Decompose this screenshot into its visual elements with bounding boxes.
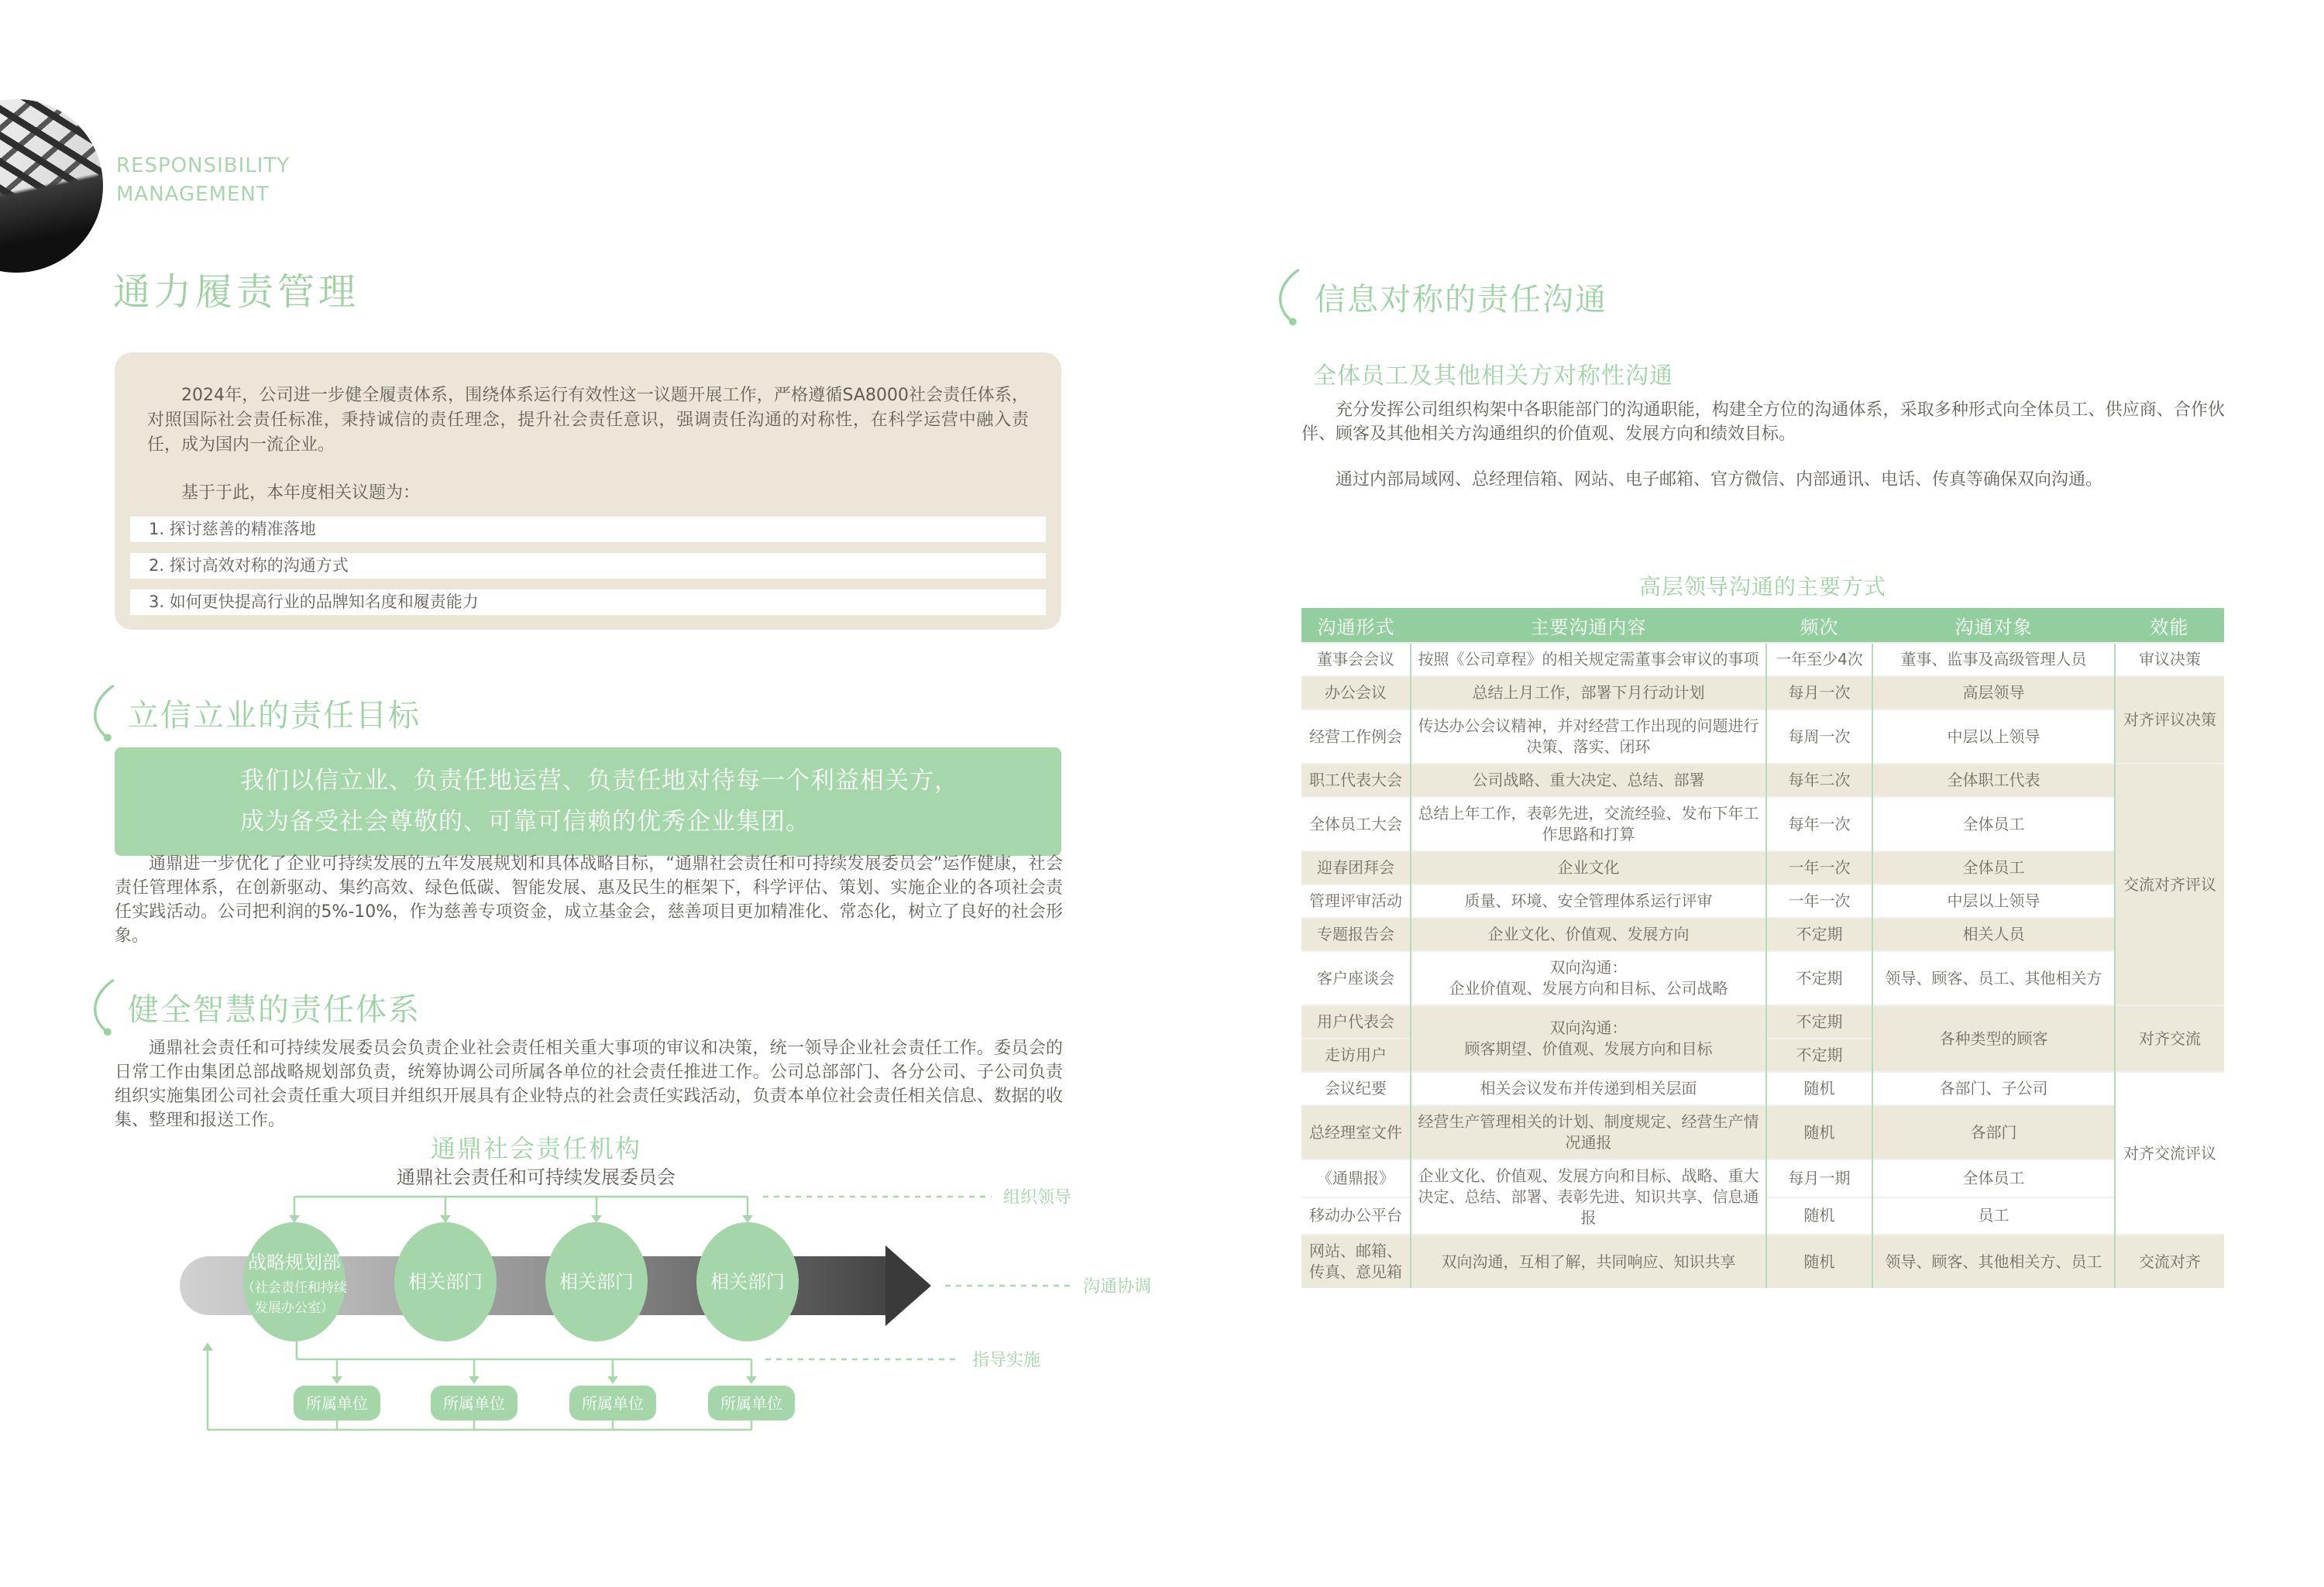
cell-form: 客户座谈会 (1301, 951, 1411, 1005)
unit-box-label: 所属单位 (306, 1394, 368, 1413)
eyebrow (116, 152, 290, 209)
intro-lead-in: 基于于此，本年度相关议题为： (181, 483, 421, 503)
cell-target: 相关人员 (1872, 918, 2115, 951)
cell-content-line1: 双向沟通： (1549, 1018, 1628, 1037)
cell-form: 移动办公平台 (1301, 1197, 1411, 1235)
mission-banner (115, 747, 1061, 856)
org-guidance-lines (297, 1341, 961, 1376)
column-header: 效能 (2115, 608, 2224, 643)
cell-form: 管理评审活动 (1301, 885, 1411, 918)
cell-freq: 一年一次 (1766, 885, 1872, 918)
table-row (1301, 851, 2224, 885)
section-bracket-icon (1272, 267, 1303, 332)
cell-target: 全体员工 (1872, 1159, 2115, 1197)
cell-form: 办公会议 (1301, 676, 1411, 709)
node-related-label: 相关部门 (710, 1271, 785, 1293)
cell-content: 企业文化 (1411, 851, 1766, 885)
comm-table-title: 高层领导沟通的主要方式 (1638, 574, 1886, 599)
cell-freq: 不定期 (1766, 918, 1872, 951)
cell-form: 专题报告会 (1301, 918, 1411, 951)
mission-banner-line1: 我们以信立业、负责任地运营、负责任地对待每一个利益相关方， (240, 767, 959, 795)
cell-freq: 一年至少4次 (1766, 643, 1872, 676)
unit-box-label: 所属单位 (720, 1394, 782, 1413)
unit-box-label: 所属单位 (443, 1394, 505, 1413)
cell-effect: 对齐交流评议 (2115, 1072, 2224, 1235)
column-header: 频次 (1766, 608, 1872, 643)
down-arrow-icon (332, 1376, 757, 1384)
eyebrow-line1: RESPONSIBILITY (116, 154, 290, 177)
cell-target: 中层以上领导 (1872, 709, 2115, 764)
table-header-row (1301, 608, 2224, 643)
cell-content: 传达办公会议精神，并对经营工作出现的问题进行决策、落实、闭环 (1411, 709, 1766, 764)
intro-box (115, 352, 1061, 630)
cell-content: 质量、环境、安全管理体系运行评审 (1411, 885, 1766, 918)
cell-freq: 每年二次 (1766, 764, 1872, 797)
cell-content: 企业文化、价值观、发展方向 (1411, 918, 1766, 951)
system-paragraph: 通鼎社会责任和可持续发展委员会负责企业社会责任相关重大事项的审议和决策，统一领导企业社会责任工作。委员会的日常工作由集团总部战略规划部负责，统筹协调公司所属各单位的社会责任推进工作。公司总部部门、各分公司、子公司负责组织实施集团公司社会责任重大项目并组织开展具有企业特点的社会责任实践活动，负责本单位社会责任相关信息、数据的收集、整理和报送工作。 (115, 1039, 1063, 1130)
cell-freq: 不定期 (1766, 1039, 1872, 1072)
cell-effect: 审议决策 (2115, 643, 2224, 676)
column-header: 沟通形式 (1301, 608, 1411, 643)
page-title: 通力履责管理 (113, 270, 360, 314)
cell-freq: 不定期 (1766, 1005, 1872, 1039)
cell-target: 中层以上领导 (1872, 885, 2115, 918)
section-heading-system: 健全智慧的责任体系 (128, 992, 421, 1028)
cell-form: 会议纪要 (1301, 1072, 1411, 1105)
table-row (1301, 1159, 2224, 1197)
steel-structure-photo (0, 99, 103, 273)
cell-content: 总结上月工作，部署下月行动计划 (1411, 676, 1766, 709)
org-label-bottom: 指导实施 (972, 1351, 1041, 1370)
cell-target: 全体员工 (1872, 851, 2115, 885)
table-row (1301, 797, 2224, 851)
unit-boxes (294, 1386, 795, 1420)
comm-paragraph-2: 通过内部局域网、总经理信箱、网站、电子邮箱、官方微信、内部通讯、电话、传真等确保双向沟通。 (1336, 470, 2103, 489)
table-row (1301, 709, 2224, 764)
org-chart-subtitle: 通鼎社会责任和可持续发展委员会 (397, 1166, 676, 1188)
org-label-top: 组织领导 (1003, 1188, 1072, 1207)
org-chart-title: 通鼎社会责任机构 (430, 1134, 641, 1163)
cell-target: 全体员工 (1872, 797, 2115, 851)
node-strategy-sub2: 发展办公室） (255, 1300, 334, 1316)
cell-target: 全体职工代表 (1872, 764, 2115, 797)
cell-form: 经营工作例会 (1301, 709, 1411, 764)
section-bracket-icon (87, 977, 118, 1043)
org-leadership-bracket (294, 1197, 992, 1215)
cell-content (1411, 1005, 1766, 1072)
table-row (1301, 918, 2224, 951)
cell-effect: 交流对齐评议 (2115, 764, 2224, 1005)
cell-freq: 随机 (1766, 1105, 1872, 1159)
column-header: 主要沟通内容 (1411, 608, 1766, 643)
section-bracket-icon (87, 683, 118, 748)
cell-effect: 交流对齐 (2115, 1235, 2224, 1288)
table-row (1301, 764, 2224, 797)
cell-target: 各部门 (1872, 1105, 2115, 1159)
cell-effect: 对齐交流 (2115, 1005, 2224, 1072)
table-row (1301, 676, 2224, 709)
cell-content: 按照《公司章程》的相关规定需董事会审议的事项 (1411, 643, 1766, 676)
cell-freq: 随机 (1766, 1235, 1872, 1288)
cell-form: 《通鼎报》 (1301, 1159, 1411, 1197)
cell-target: 各部门、子公司 (1872, 1072, 2115, 1105)
cell-content: 双向沟通，互相了解，共同响应、知识共享 (1411, 1235, 1766, 1288)
cell-freq: 一年一次 (1766, 851, 1872, 885)
cell-form: 职工代表大会 (1301, 764, 1411, 797)
org-label-mid: 沟通协调 (1083, 1277, 1152, 1297)
cell-target: 各种类型的顾客 (1872, 1005, 2115, 1072)
cell-form: 董事会会议 (1301, 643, 1411, 676)
cell-freq: 每年一次 (1766, 797, 1872, 851)
table-row (1301, 1005, 2224, 1039)
cell-form: 网站、邮箱、传真、意见箱 (1301, 1235, 1411, 1288)
cell-freq: 每月一次 (1766, 676, 1872, 709)
org-chart (108, 1183, 1208, 1443)
table-row (1301, 885, 2224, 918)
cell-target: 领导、顾客、其他相关方、员工 (1872, 1235, 2115, 1288)
cell-freq: 随机 (1766, 1197, 1872, 1235)
cell-content: 经营生产管理相关的计划、制度规定、经营生产情况通报 (1411, 1105, 1766, 1159)
node-strategy-sub1: （社会责任和持续 (242, 1280, 347, 1296)
cell-content (1411, 951, 1766, 1005)
section-heading-communication: 信息对称的责任沟通 (1315, 282, 1607, 318)
cell-freq: 每月一期 (1766, 1159, 1872, 1197)
comm-table (1301, 608, 2224, 1288)
mission-banner-line2: 成为备受社会尊敬的、可靠可信赖的优秀企业集团。 (240, 808, 810, 836)
cell-content-line1: 双向沟通： (1549, 958, 1628, 977)
node-related-label: 相关部门 (408, 1271, 483, 1293)
goal-paragraph: 通鼎进一步优化了企业可持续发展的五年发展规划和具体战略目标，“通鼎社会责任和可持续发展委员会”运作健康，社会责任管理体系，在创新驱动、集约高效、绿色低碳、智能发展、惠及民生的框架下，科学评估、策划、实施企业的各项社会责任实践活动。公司把利润的5%-10%，作为慈善专项资金，成立基金会，慈善项目更加精准化、常态化，树立了良好的社会形象。 (115, 854, 1063, 946)
topic-item: 3. 如何更快提高行业的品牌知名度和履责能力 (130, 589, 1046, 615)
table-row (1301, 951, 2224, 1005)
cell-target: 领导、顾客、员工、其他相关方 (1872, 951, 2115, 1005)
cell-form: 迎春团拜会 (1301, 851, 1411, 885)
section-heading-goal: 立信立业的责任目标 (128, 698, 421, 733)
cell-effect: 对齐评议决策 (2115, 676, 2224, 764)
up-arrow-icon (202, 1342, 213, 1351)
cell-freq: 不定期 (1766, 951, 1872, 1005)
cell-content-line2: 企业价值观、发展方向和目标、公司战略 (1449, 979, 1728, 998)
cell-target: 董事、监事及高级管理人员 (1872, 643, 2115, 676)
cell-content: 总结上年工作，表彰先进，交流经验、发布下年工作思路和打算 (1411, 797, 1766, 851)
cell-content: 公司战略、重大决定、总结、部署 (1411, 764, 1766, 797)
cell-form: 走访用户 (1301, 1039, 1411, 1072)
cell-form: 总经理室文件 (1301, 1105, 1411, 1159)
topic-item: 2. 探讨高效对称的沟通方式 (130, 553, 1046, 579)
cell-form: 全体员工大会 (1301, 797, 1411, 851)
comm-paragraph-1: 充分发挥公司组织构架中各职能部门的沟通职能，构建全方位的沟通体系，采取多种形式向全体员工、供应商、合作伙伴、顾客及其他相关方沟通组织的价值观、发展方向和绩效目标。 (1301, 400, 2225, 444)
cell-form: 用户代表会 (1301, 1005, 1411, 1039)
cell-content: 企业文化、价值观、发展方向和目标、战略、重大决定、总结、部署、表彰先进、知识共享、信息通报 (1411, 1159, 1766, 1235)
table-row (1301, 1072, 2224, 1105)
node-strategy-label: 战略规划部 (248, 1252, 341, 1273)
comm-subheading: 全体员工及其他相关方对称性沟通 (1313, 362, 1673, 390)
node-related-label: 相关部门 (559, 1271, 634, 1293)
table-row (1301, 1235, 2224, 1288)
cell-content-line2: 顾客期望、价值观、发展方向和目标 (1464, 1039, 1713, 1058)
cell-freq: 随机 (1766, 1072, 1872, 1105)
intro-paragraph: 2024年，公司进一步健全履责体系，围绕体系运行有效性这一议题开展工作，严格遵循SA8000社会责任体系，对照国际社会责任标准，秉持诚信的责任理念，提升社会责任意识，强调责任沟通的对称性，在科学运营中融入责任，成为国内一流企业。 (147, 386, 1029, 455)
cell-target: 高层领导 (1872, 676, 2115, 709)
table-row (1301, 643, 2224, 676)
eyebrow-line2: MANAGEMENT (116, 183, 270, 206)
cell-target: 员工 (1872, 1197, 2115, 1235)
cell-freq: 每周一次 (1766, 709, 1872, 764)
unit-box-label: 所属单位 (582, 1394, 644, 1413)
down-arrow-icon (289, 1215, 753, 1223)
cell-content: 相关会议发布并传递到相关层面 (1411, 1072, 1766, 1105)
column-header: 沟通对象 (1872, 608, 2115, 643)
table-row (1301, 1105, 2224, 1159)
topic-item: 1. 探讨慈善的精准落地 (130, 517, 1046, 542)
